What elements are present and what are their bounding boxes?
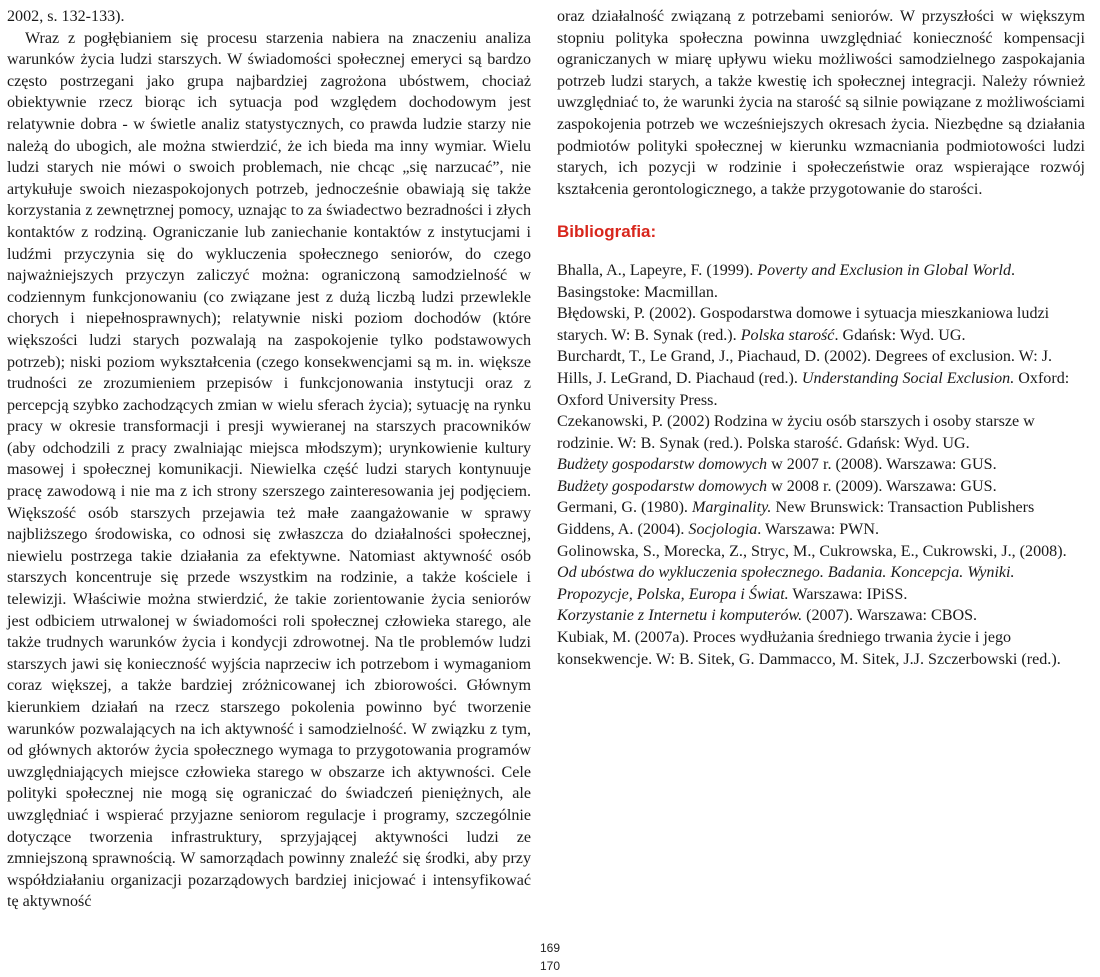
bibliography-entry: Bhalla, A., Lapeyre, F. (1999). Poverty and Exclusion in Global World. Basingstoke: Macmillan. xyxy=(557,261,1016,301)
bibliography-entry: Korzystanie z Internetu i komputerów. (2007). Warszawa: CBOS. xyxy=(557,607,978,625)
body-paragraph: Wraz z pogłębianiem się procesu starzenia nabiera na znaczeniu analiza warunków życia ludzi starszych. W świadomości społecznej emeryci są bardzo często postrzegani jako grupa najbardziej zagrożona ubóstwem, chociaż obiektywnie rzecz biorąc ich sytuacja pod względem dochodowym jest relatywnie dobra - w świetle analiz statystycznych, co prawda ludzie starzy nie należą do ubogich, ale można stwierdzić, że ich bieda ma inny wymiar. Wielu ludzi starych nie mówi o swoich problemach, nie chcąc „się narzucać”, nie artykułuje swoich niezaspokojonych potrzeb, jednocześnie obawiają się także korzystania z zewnętrznej pomocy, uznając to za świadectwo bezradności i złych kontaktów z rodziną. Ograniczanie lub zaniechanie kontaktów z instytucjami i ludźmi przyczynia się do wykluczenia społecznego seniorów, do czego najważniejszych przyczyn zaliczyć można: ograniczoną samodzielność w codziennym funkcjonowaniu (co związane jest z dużą liczbą ludzi przewlekle chorych i niepełnosprawnych); relatywnie niski poziom dochodów (które większości ludzi starych pozwalają na zaspokojenie tylko podstawowych potrzeb); niski poziom wykształcenia (czego konsekwencjami są m. in. większe trudności ze zrozumieniem przepisów i funkcjonowania instytucji oraz z percepcją szybko zachodzących zmian w wielu sferach życia); sytuację na rynku pracy w okresie transformacji i presji wywieranej na starszych pracowników (aby odchodzili z pracy zwalniając miejsca młodszym); urynkowienie kultury masowej i społecznej komunikacji. Niewielka część ludzi starych kontynuuje pracę zawodową i nie ma z ich strony szerszego zainteresowania jej podjęciem. Większość osób starszych przejawia też małe zaangażowanie w sprawy najbliższego środowiska, co odnosi się zwłaszcza do działalności społecznej, niewielu postrzega takie działania za efektywne. Natomiast aktywność osób starszych koncentruje się przede wszystkim na rodzinie, a także kościele i telewizji. Właściwie można stwierdzić, że takie zorientowanie życia seniorów jest odbiciem utrwalonej w świadomości roli społecznej człowieka starego, ale także trudnych warunków życia i kondycji zdrowotnej. Na tle problemów ludzi starszych jawi się konieczność wyjścia naprzeciw ich potrzebom i wymaganiom coraz większej, a także bardziej zróżnicowanej ich zbiorowości. Głównym kierunkiem działań na rzecz starszego pokolenia powinno być tworzenie warunków pozwalających na ich aktywność i samodzielność. W związku z tym, od głównych aktorów życia społecznego wymaga to przygotowania programów uwzględniających miejsce człowieka starego w obszarze ich aktywności. Cele polityki społecznej nie mogą się ograniczać do świadczeń pieniężnych, ale uwzględniać i wspierać przyjazne seniorom regulacje i programy, szczególnie dotyczące tworzenia infrastruktury, sprzyjającej aktywności ludzi ze zmniejszoną sprawnością. W samorządach powinny znaleźć się środki, aby przy współdziałaniu organizacji pozarządowych bardziej inicjować i intensyfikować tę aktywność xyxy=(7,29,531,911)
bibliography-entry: Czekanowski, P. (2002) Rodzina w życiu osób starszych i osoby starsze w rodzinie. W: B. Synak (red.). Polska starość. Gdańsk: Wyd. UG. xyxy=(557,413,1035,452)
bibliography-entry: Germani, G. (1980). Marginality. New Brunswick: Transaction Publishers xyxy=(557,499,1035,517)
page-number: 169 xyxy=(539,941,561,955)
continuation-line: 2002, s. 132-133). xyxy=(7,8,125,25)
page-number: 170 xyxy=(539,959,561,973)
left-column xyxy=(7,6,531,913)
bibliography-heading: Bibliografia: xyxy=(557,222,657,242)
bibliography-entry: Budżety gospodarstw domowych w 2008 r. (2009). Warszawa: GUS. xyxy=(557,477,997,495)
bibliography-list xyxy=(557,260,1085,670)
right-column xyxy=(557,6,1085,670)
bibliography-entry: Budżety gospodarstw domowych w 2007 r. (2008). Warszawa: GUS. xyxy=(557,456,997,474)
body-paragraph-continued: oraz działalność związaną z potrzebami seniorów. W przyszłości w większym stopniu polityka społeczna powinna uwzględniać konieczność kompensacji ograniczanych w miarę upływu wieku możliwości samodzielnego zaspokajania potrzeb ludzi starych, a także kwestię ich społecznej integracji. Należy również uwzględniać to, że warunki życia na starość są silnie powiązane z możliwościami zaspokojenia potrzeb we wcześniejszych okresach życia. Niezbędne są działania podmiotów polityki społecznej w kierunku wzmacniania podmiotowości ludzi starych, ich pozycji w rodzinie i społeczeństwie oraz wspierające rozwój kształcenia gerontologicznego, a także przygotowanie do starości. xyxy=(557,8,1085,198)
bibliography-entry: Giddens, A. (2004). Socjologia. Warszawa: PWN. xyxy=(557,521,880,539)
bibliography-entry: Błędowski, P. (2002). Gospodarstwa domowe i sytuacja mieszkaniowa ludzi starych. W: B. Synak (red.). Polska starość. Gdańsk: Wyd. UG. xyxy=(557,305,1050,344)
bibliography-entry: Kubiak, M. (2007a). Proces wydłużania średniego trwania życie i jego konsekwencje. W: B. Sitek, G. Dammacco, M. Sitek, J.J. Szczerbowski (red.). xyxy=(557,629,1061,668)
bibliography-entry: Burchardt, T., Le Grand, J., Piachaud, D. (2002). Degrees of exclusion. W: J. Hills, J. LeGrand, D. Piachaud (red.). Understanding Social Exclusion. Oxford: Oxford University Press. xyxy=(557,348,1070,409)
bibliography-entry: Golinowska, S., Morecka, Z., Stryc, M., Cukrowska, E., Cukrowski, J., (2008). Od ubóstwa do wykluczenia społecznego. Badania. Koncepcja. Wyniki. Propozycje, Polska, Europa i Świat. Warszawa: IPiSS. xyxy=(557,542,1067,603)
